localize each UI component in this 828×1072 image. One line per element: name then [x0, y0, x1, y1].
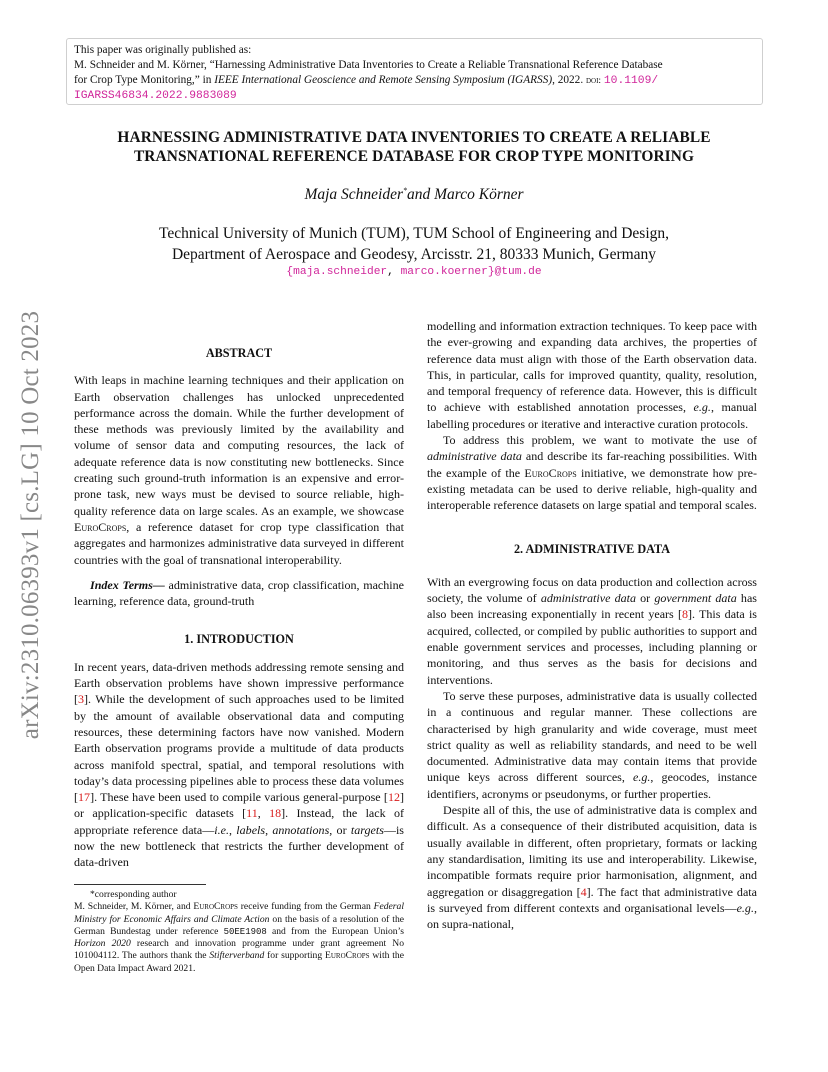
doi-link-part1[interactable]: 10.1109/ — [603, 75, 659, 87]
footnote-mark-line: *corresponding author — [90, 889, 177, 900]
funding-note: M. Schneider, M. Körner, and EuroCrops receive funding from the German Federal Ministry for Economic Affairs and Climate Action on the basis of a resolution of the German Bundestag under reference 50EE1908 and from the European Union’s Horizon 2020 research and innovation programme under grant agreement No 101004112. The authors thank the Stifterverband for supporting EuroCrops with the Open Data Impact Award 2021. — [74, 901, 405, 974]
citation-link[interactable]: 4 — [580, 884, 587, 899]
email-link-1[interactable]: {maja.schneider — [286, 266, 388, 278]
citation-link[interactable]: 11 — [246, 806, 258, 821]
title-line-1: HARNESSING ADMINISTRATIVE DATA INVENTORIES TO CREATE A RELIABLE — [117, 129, 711, 146]
admin-data-heading: 2. ADMINISTRATIVE DATA — [513, 541, 671, 556]
left-column — [74, 345, 404, 871]
citation-link[interactable]: 8 — [681, 607, 689, 622]
arxiv-identifier[interactable]: arXiv:2310.06393v1 [cs.LG] 10 Oct 2023 — [17, 310, 44, 740]
publication-notice — [66, 38, 763, 105]
affiliation-line-2: Department of Aerospace and Geodesy, Arcisstr. 21, 80333 Munich, Germany — [171, 245, 657, 263]
notice-line-1: This paper was originally published as: — [74, 44, 252, 56]
citation-link[interactable]: 18 — [269, 806, 282, 821]
citation-link[interactable]: 17 — [78, 790, 91, 805]
title-line-2: TRANSNATIONAL REFERENCE DATABASE FOR CROP TYPE MONITORING — [133, 148, 695, 165]
author-emails: {maja.schneider, marco.koerner}@tum.de — [286, 266, 542, 278]
citation-link[interactable]: 3 — [78, 692, 85, 707]
arxiv-sidebar — [14, 290, 48, 760]
abstract-text: With leaps in machine learning techniques and their application on Earth observation challenges has unlocked unprecedented performance across the domain. While the further development of these methods was previously limited by the availability and volume of sensor data and computing resources, the lack of adequate reference data is now constituting new bottlenecks. Since creating such ground-truth information is an expensive and error-prone task, new ways must be devised to source reliable, high-quality reference data on large scales. As an example, we showcase EuroCrops, a reference dataset for crop type classification that aggregates and harmonizes administrative data surveyed in different countries with the goal of transnational interoperability. — [74, 373, 404, 567]
paper-title — [60, 128, 768, 166]
citation-link[interactable]: 12 — [387, 790, 400, 805]
notice-line-2: M. Schneider and M. Körner, “Harnessing Administrative Data Inventories to Create a Reliable Transnational Reference Database — [74, 59, 663, 71]
author-mark: * — [403, 186, 408, 195]
admin-paragraph-2: To serve these purposes, administrative data is usually collected in a continuous and regular manner. These collections are characterised by high granularity and wide coverage, must meet strict quality as well as reliability standards, and need to be well documented. Administrative data may contain items that provide unique keys across different sources, e.g., geocodes, instance identifiers, acronyms or pseudonyms, or further properties. — [427, 688, 757, 801]
notice-line-3: for Crop Type Monitoring,” in IEEE International Geoscience and Remote Sensing Symposium (IGARSS), 2022. doi: 10.1109/ — [74, 74, 659, 87]
affiliation-line-1: Technical University of Munich (TUM), TUM School of Engineering and Design, — [158, 225, 670, 242]
doi-link-part2[interactable]: IGARSS46834.2022.9883089 — [74, 90, 237, 102]
authors: Maja Schneider*and Marco Körner — [304, 186, 524, 204]
doi-label: doi: — [585, 76, 602, 86]
admin-paragraph-1: With an evergrowing focus on data production and collection across society, the volume of administrative data or government data has also been increasing exponentially in recent years [8]. This data is acquired, collected, or compiled by public authorities to support and enable government services and processes, including planning or monitoring, and thus serves as the basis for decisions and interventions. — [427, 574, 757, 687]
affiliation — [60, 224, 768, 265]
footnote-rule — [74, 884, 206, 885]
admin-paragraph-3: Despite all of this, the use of administrative data is complex and difficult. As a consequence of their distributed acquisition, data is usually available in different, often proprietary, formats or lacking any standardisation, limiting its use and interoperability. Likewise, incompatible formats require prior harmonisation, alignment, and aggregation or disaggregation [4]. The fact that administrative data is surveyed from different contexts and organisational levels—e.g., on supra-national, — [427, 803, 757, 932]
intro-continuation: modelling and information extraction techniques. To keep pace with the ever-growing and expanding data archives, the properties of reference data must align with those of the Earth observation data. This, in particular, calls for improved quantity, quality, resolution, and temporal frequency of reference data. However, this is difficult to achieve with established annotation processes, e.g., manual labelling procedures or iterative and interactive curation protocols. — [427, 319, 757, 431]
footnote — [74, 884, 404, 975]
index-terms: Index Terms— administrative data, crop classification, machine learning, reference data, ground-truth — [74, 577, 404, 609]
intro-text: In recent years, data-driven methods addressing remote sensing and Earth observation problems have shown impressive performance [3]. While the development of such approaches used to be limited by the amount of available observational data and computing resources, these determining factors have now vanished. Modern Earth observation programs provide a multitude of data products across manifold spectral, spatial, and temporal resolutions with today’s data processing pipelines able to process these data volumes [17]. These have been used to compile various general-purpose [12] or application-specific datasets [11, 18]. Instead, the lack of appropriate reference data—i.e., labels, annotations, or targets—is now the new bottleneck that restricts the further development of data-driven — [74, 659, 404, 870]
abstract-heading: ABSTRACT — [205, 346, 273, 360]
right-column — [427, 318, 757, 932]
intro-heading: 1. INTRODUCTION — [184, 632, 294, 647]
motivation-paragraph: To address this problem, we want to motivate the use of administrative data and describe its far-reaching possibilities. With the example of the EuroCrops initiative, we demonstrate how pre-existing metadata can be used to derive reliable, high-quality and interoperable reference datasets on large spatial and temporal scales. — [427, 433, 757, 513]
email-link-2[interactable]: marco.koerner}@tum.de — [400, 266, 542, 278]
notice-venue: IEEE International Geoscience and Remote Sensing Symposium (IGARSS) — [214, 74, 553, 86]
